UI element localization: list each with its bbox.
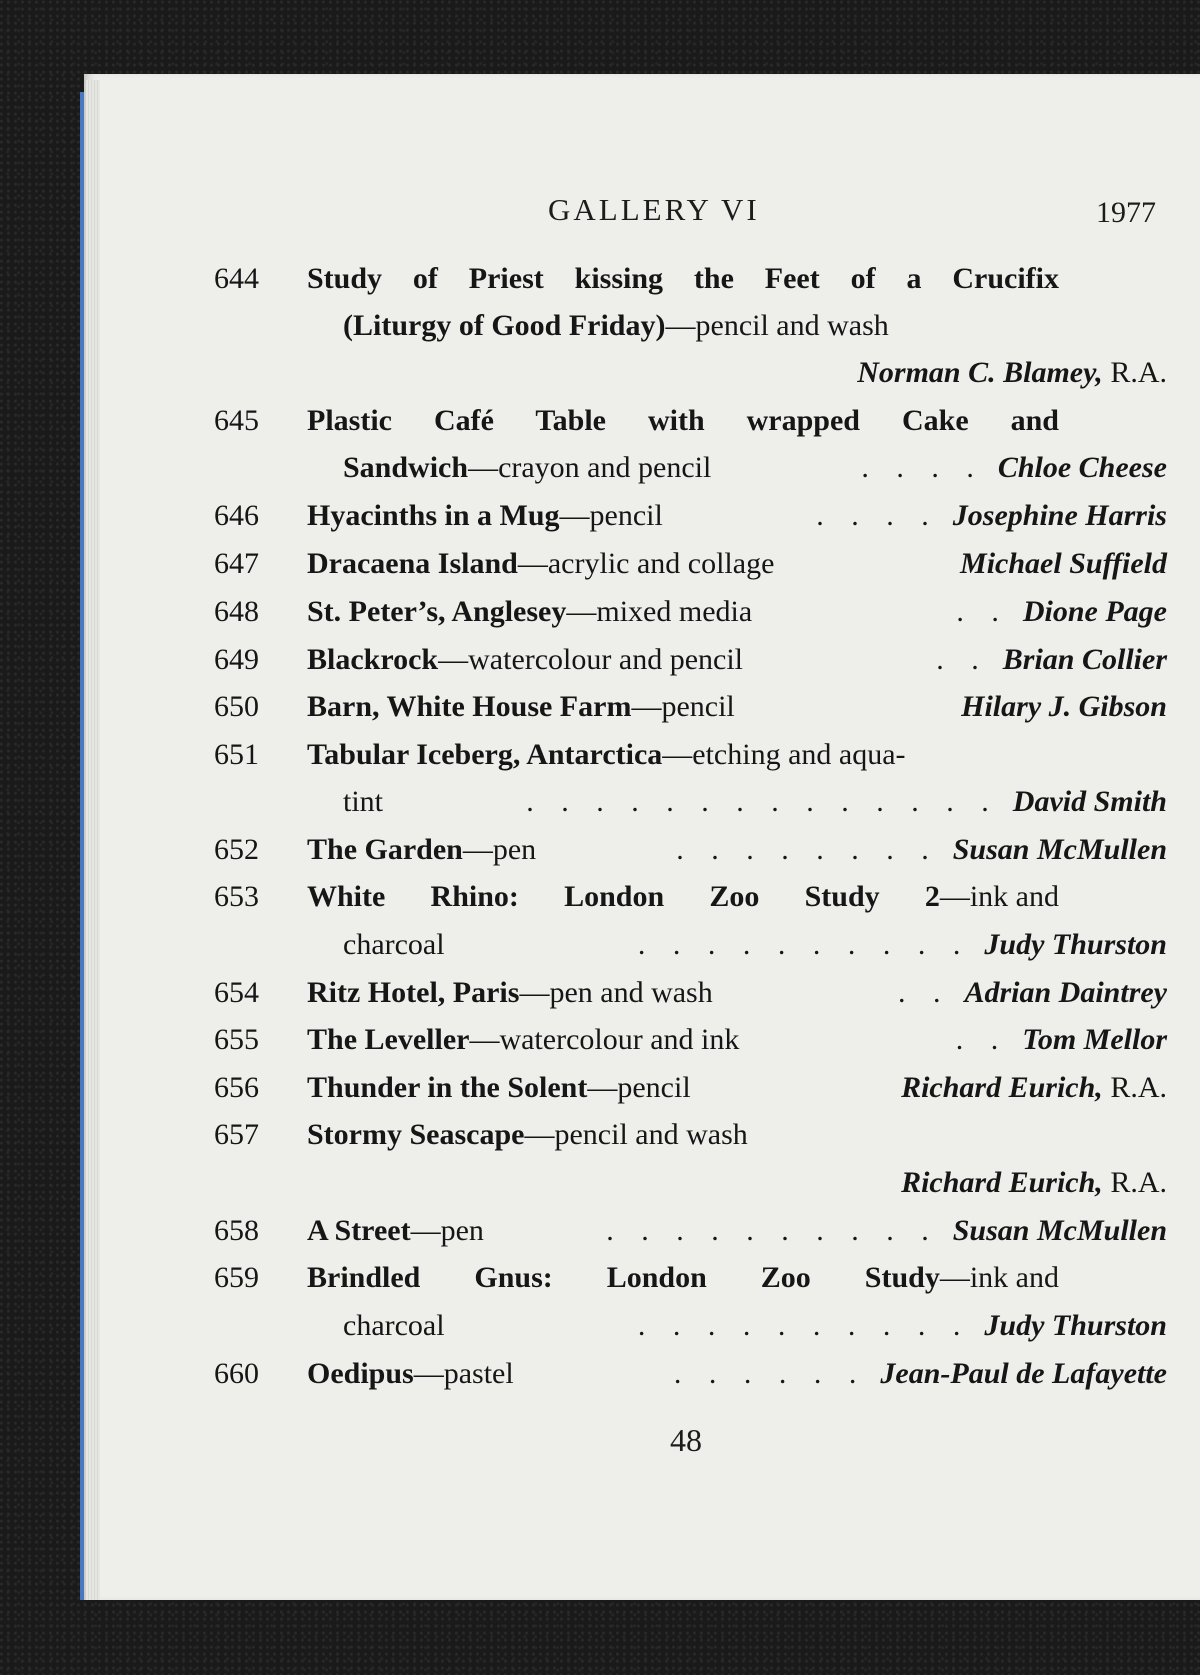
leader-dots: . . . . . . . . . . . . . . (526, 785, 999, 818)
leader-dots: . . (936, 643, 989, 676)
entry-656 (0, 1071, 1200, 1118)
entry-medium: —pencil and wash (524, 1118, 748, 1151)
leader-dots: . . (956, 595, 1009, 628)
entry-artist: Michael Suffield (960, 547, 1167, 580)
entry-artist: Brian Collier (1002, 643, 1167, 676)
entry-artist: Chloe Cheese (997, 451, 1167, 484)
entry-648 (0, 595, 1200, 642)
entry-number: 657 (214, 1118, 259, 1151)
entry-number: 658 (214, 1214, 259, 1247)
entry-artist: Norman C. Blamey, (857, 356, 1103, 389)
entry-medium: —pen (410, 1214, 484, 1247)
entry-number: 659 (214, 1261, 259, 1294)
entry-artist: Hilary J. Gibson (961, 690, 1167, 723)
catalogue-year: 1977 (1096, 196, 1156, 229)
entry-title-cont: Sandwich (343, 451, 469, 484)
entry-651 (0, 738, 1200, 785)
entry-title: Dracaena Island (307, 547, 518, 580)
entry-artist: Richard Eurich, (901, 1071, 1103, 1104)
entry-number: 650 (214, 690, 259, 723)
entry-medium: —pencil (587, 1071, 691, 1104)
entry-artist: Adrian Daintrey (964, 976, 1167, 1009)
entry-medium-cont: tint (343, 785, 384, 818)
entry-title: Stormy Seascape (307, 1118, 525, 1151)
entry-title: White Rhino: London Zoo Study 2 (307, 880, 940, 913)
entry-number: 648 (214, 595, 259, 628)
leader-dots: . . . . (816, 499, 939, 532)
entry-number: 655 (214, 1023, 259, 1056)
entry-number: 654 (214, 976, 259, 1009)
page-number: 48 (670, 1422, 702, 1458)
leader-dots: . . . . . . . . . . (606, 1214, 939, 1247)
entry-654 (0, 976, 1200, 1023)
entry-651-line2 (0, 785, 1200, 832)
entry-medium: —pen and wash (519, 976, 713, 1009)
entry-artist: Richard Eurich, (901, 1166, 1103, 1199)
entry-title: St. Peter’s, Anglesey (307, 595, 567, 628)
entry-medium: —crayon and pencil (468, 451, 712, 484)
entry-650 (0, 690, 1200, 737)
entry-title: A Street (307, 1214, 411, 1247)
leader-dots: . . . . . . . . . . (637, 1309, 971, 1342)
entry-artist: Tom Mellor (1022, 1023, 1167, 1056)
entry-646 (0, 499, 1200, 546)
entry-number: 644 (214, 262, 259, 295)
entry-artist: David Smith (1012, 785, 1167, 818)
entry-artist: Judy Thurston (984, 1309, 1167, 1342)
artist-suffix: R.A. (1110, 1071, 1167, 1104)
entry-title: The Garden (307, 833, 463, 866)
entry-number: 651 (214, 738, 259, 771)
entry-medium: —mixed media (566, 595, 753, 628)
entry-number: 649 (214, 643, 259, 676)
entry-644 (0, 262, 1200, 309)
entry-title: Tabular Iceberg, Antarctica (307, 738, 663, 771)
leader-dots: . . . . . . . . (676, 833, 939, 866)
entry-medium: —pastel (413, 1357, 514, 1390)
entry-artist: Dione Page (1022, 595, 1167, 628)
leader-dots: . . . . (861, 451, 984, 484)
entry-medium: —watercolour and pencil (438, 643, 744, 676)
entry-644-line3 (0, 356, 1200, 403)
entry-number: 647 (214, 547, 259, 580)
entry-title: Hyacinths in a Mug (307, 499, 560, 532)
entry-artist: Josephine Harris (952, 499, 1167, 532)
entry-medium: —pencil (559, 499, 663, 532)
entry-number: 645 (214, 404, 259, 437)
entry-644-line2 (0, 309, 1200, 356)
entry-645-line2 (0, 451, 1200, 498)
entry-title: Blackrock (307, 643, 439, 676)
entry-medium: —etching and aqua- (662, 738, 906, 771)
entry-title: Study of Priest kissing the Feet of a Crucifix (307, 262, 1059, 295)
entry-title: Barn, White House Farm (307, 690, 632, 723)
entry-title: Ritz Hotel, Paris (307, 976, 520, 1009)
entry-660 (0, 1357, 1200, 1404)
leader-dots: . . . . . . . . . . (637, 928, 971, 961)
entry-652 (0, 833, 1200, 880)
entry-title: Oedipus (307, 1357, 414, 1390)
leader-dots: . . (955, 1023, 1009, 1056)
entry-659 (0, 1261, 1200, 1308)
entry-title: Plastic Café Table with wrapped Cake and (307, 404, 1059, 437)
entry-number: 652 (214, 833, 259, 866)
entry-artist: Susan McMullen (952, 833, 1167, 866)
entry-artist: Jean-Paul de Lafayette (880, 1357, 1167, 1390)
running-header (0, 192, 1200, 232)
leader-dots: . . . . . . (673, 1357, 867, 1390)
entry-number: 660 (214, 1357, 259, 1390)
entry-title: Thunder in the Solent (307, 1071, 588, 1104)
entry-medium: —acrylic and collage (517, 547, 775, 580)
entry-number: 656 (214, 1071, 259, 1104)
entry-artist: Judy Thurston (984, 928, 1167, 961)
entry-number: 646 (214, 499, 259, 532)
entry-653 (0, 880, 1200, 927)
entry-649 (0, 643, 1200, 690)
entry-657 (0, 1118, 1200, 1165)
entry-659-line2 (0, 1309, 1200, 1356)
gallery-title: GALLERY VI (548, 192, 760, 227)
entry-title: The Leveller (307, 1023, 470, 1056)
entry-657-line2 (0, 1166, 1200, 1213)
entry-medium-cont: charcoal (343, 1309, 445, 1342)
entry-medium: —pen (462, 833, 537, 866)
entry-647 (0, 547, 1200, 594)
entry-medium: —pencil (631, 690, 735, 723)
entry-title-cont: (Liturgy of Good Friday) (343, 309, 666, 342)
entry-title: Brindled Gnus: London Zoo Study (307, 1261, 940, 1294)
entry-653-line2 (0, 928, 1200, 975)
entry-medium-cont: charcoal (343, 928, 445, 961)
entry-artist: Susan McMullen (952, 1214, 1167, 1247)
artist-suffix: R.A. (1110, 356, 1167, 389)
artist-suffix: R.A. (1110, 1166, 1167, 1199)
entry-645 (0, 404, 1200, 451)
entry-medium: —ink and (939, 880, 1059, 913)
entry-medium: —ink and (939, 1261, 1059, 1294)
leader-dots: . . (897, 976, 951, 1009)
entry-number: 653 (214, 880, 259, 913)
entry-medium: —watercolour and ink (469, 1023, 740, 1056)
entry-medium: —pencil and wash (665, 309, 889, 342)
entry-655 (0, 1023, 1200, 1070)
entry-658 (0, 1214, 1200, 1261)
